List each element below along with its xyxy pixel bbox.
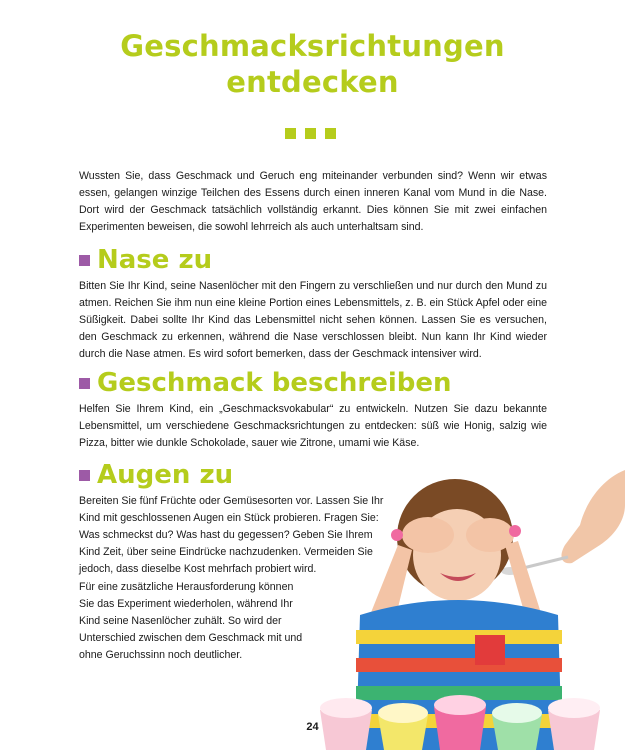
divider-dot (325, 128, 336, 139)
section-heading-text: Nase zu (97, 245, 213, 275)
section-heading-geschmack-beschreiben (79, 368, 452, 398)
title-line-1: Geschmacksrichtungen (120, 29, 505, 63)
section-paragraph: Für eine zusätzliche Herausforderung können Sie das Experiment wiederholen, während Ihr Kind seine Nasenlöcher zuhält. So wird der Unterschied zwischen dem Geschmack mit und ohne Geruchssinn noch deutlicher. (79, 581, 303, 662)
bullet-square-icon (79, 470, 90, 481)
bullet-square-icon (79, 255, 90, 266)
page-number: 24 (306, 721, 319, 733)
section-heading-augen-zu (79, 460, 233, 490)
section-heading-text: Geschmack beschreiben (97, 368, 452, 398)
intro-paragraph: Wussten Sie, dass Geschmack und Geruch eng miteinander verbunden sind? Wenn wir etwas essen, gelangen winzige Teilchen des Essens durch einen inneren Kanal vom Mund in die Nase. Dort wird der Geschmack tatsächlich vollständig erkannt. Dies können Sie mit zwei einfachen Experimenten beweisen, die sowohl lehrreich als auch unterhaltsam sind. (79, 170, 547, 234)
divider-dot (305, 128, 316, 139)
section-heading-text: Augen zu (97, 460, 234, 490)
title-line-2: entdecken (226, 65, 399, 99)
bullet-square-icon (79, 378, 90, 389)
child-tasting-photo (300, 465, 625, 750)
section-heading-nase-zu (79, 245, 212, 275)
section-paragraph: Helfen Sie Ihrem Kind, ein „Geschmacksvokabular“ zu entwickeln. Nutzen Sie dazu bekannte Lebensmittel, um verschiedene Geschmacksrichtungen zu entdecken: süß wie Honig, salzig wie Pizza, bitter wie dunkle Schokolade, sauer wie Zitrone, umami wie Käse. (79, 403, 547, 450)
page-title (0, 28, 625, 100)
divider-dot (285, 128, 296, 139)
title-divider-dots (285, 128, 336, 139)
section-paragraph: Bereiten Sie fünf Früchte oder Gemüsesorten vor. Lassen Sie Ihr Kind mit geschlossenen Augen ein Stück probieren. Fragen Sie: Was schmeckst du? Was hast du gegessen? Geben Sie Ihrem Kind Zeit, über seine Eindrücke nachzudenken. Vermeiden Sie jedoch, dass dieselbe Kost mehrfach probiert wird. (79, 495, 384, 576)
section-paragraph: Bitten Sie Ihr Kind, seine Nasenlöcher mit den Fingern zu verschließen und nur durch den Mund zu atmen. Reichen Sie ihm nun eine kleine Portion eines Lebensmittels, z. B. ein Stück Apfel oder eine Süßigkeit. Dabei sollte Ihr Kind das Lebensmittel nicht sehen können. Lassen Sie es versuchen, den Geschmack zu erkennen, während die Nase verschlossen bleibt. Nun kann Ihr Kind wieder durch die Nase atmen. Es wird sofort bemerken, dass der Geschmack intensiver wird. (79, 280, 547, 361)
